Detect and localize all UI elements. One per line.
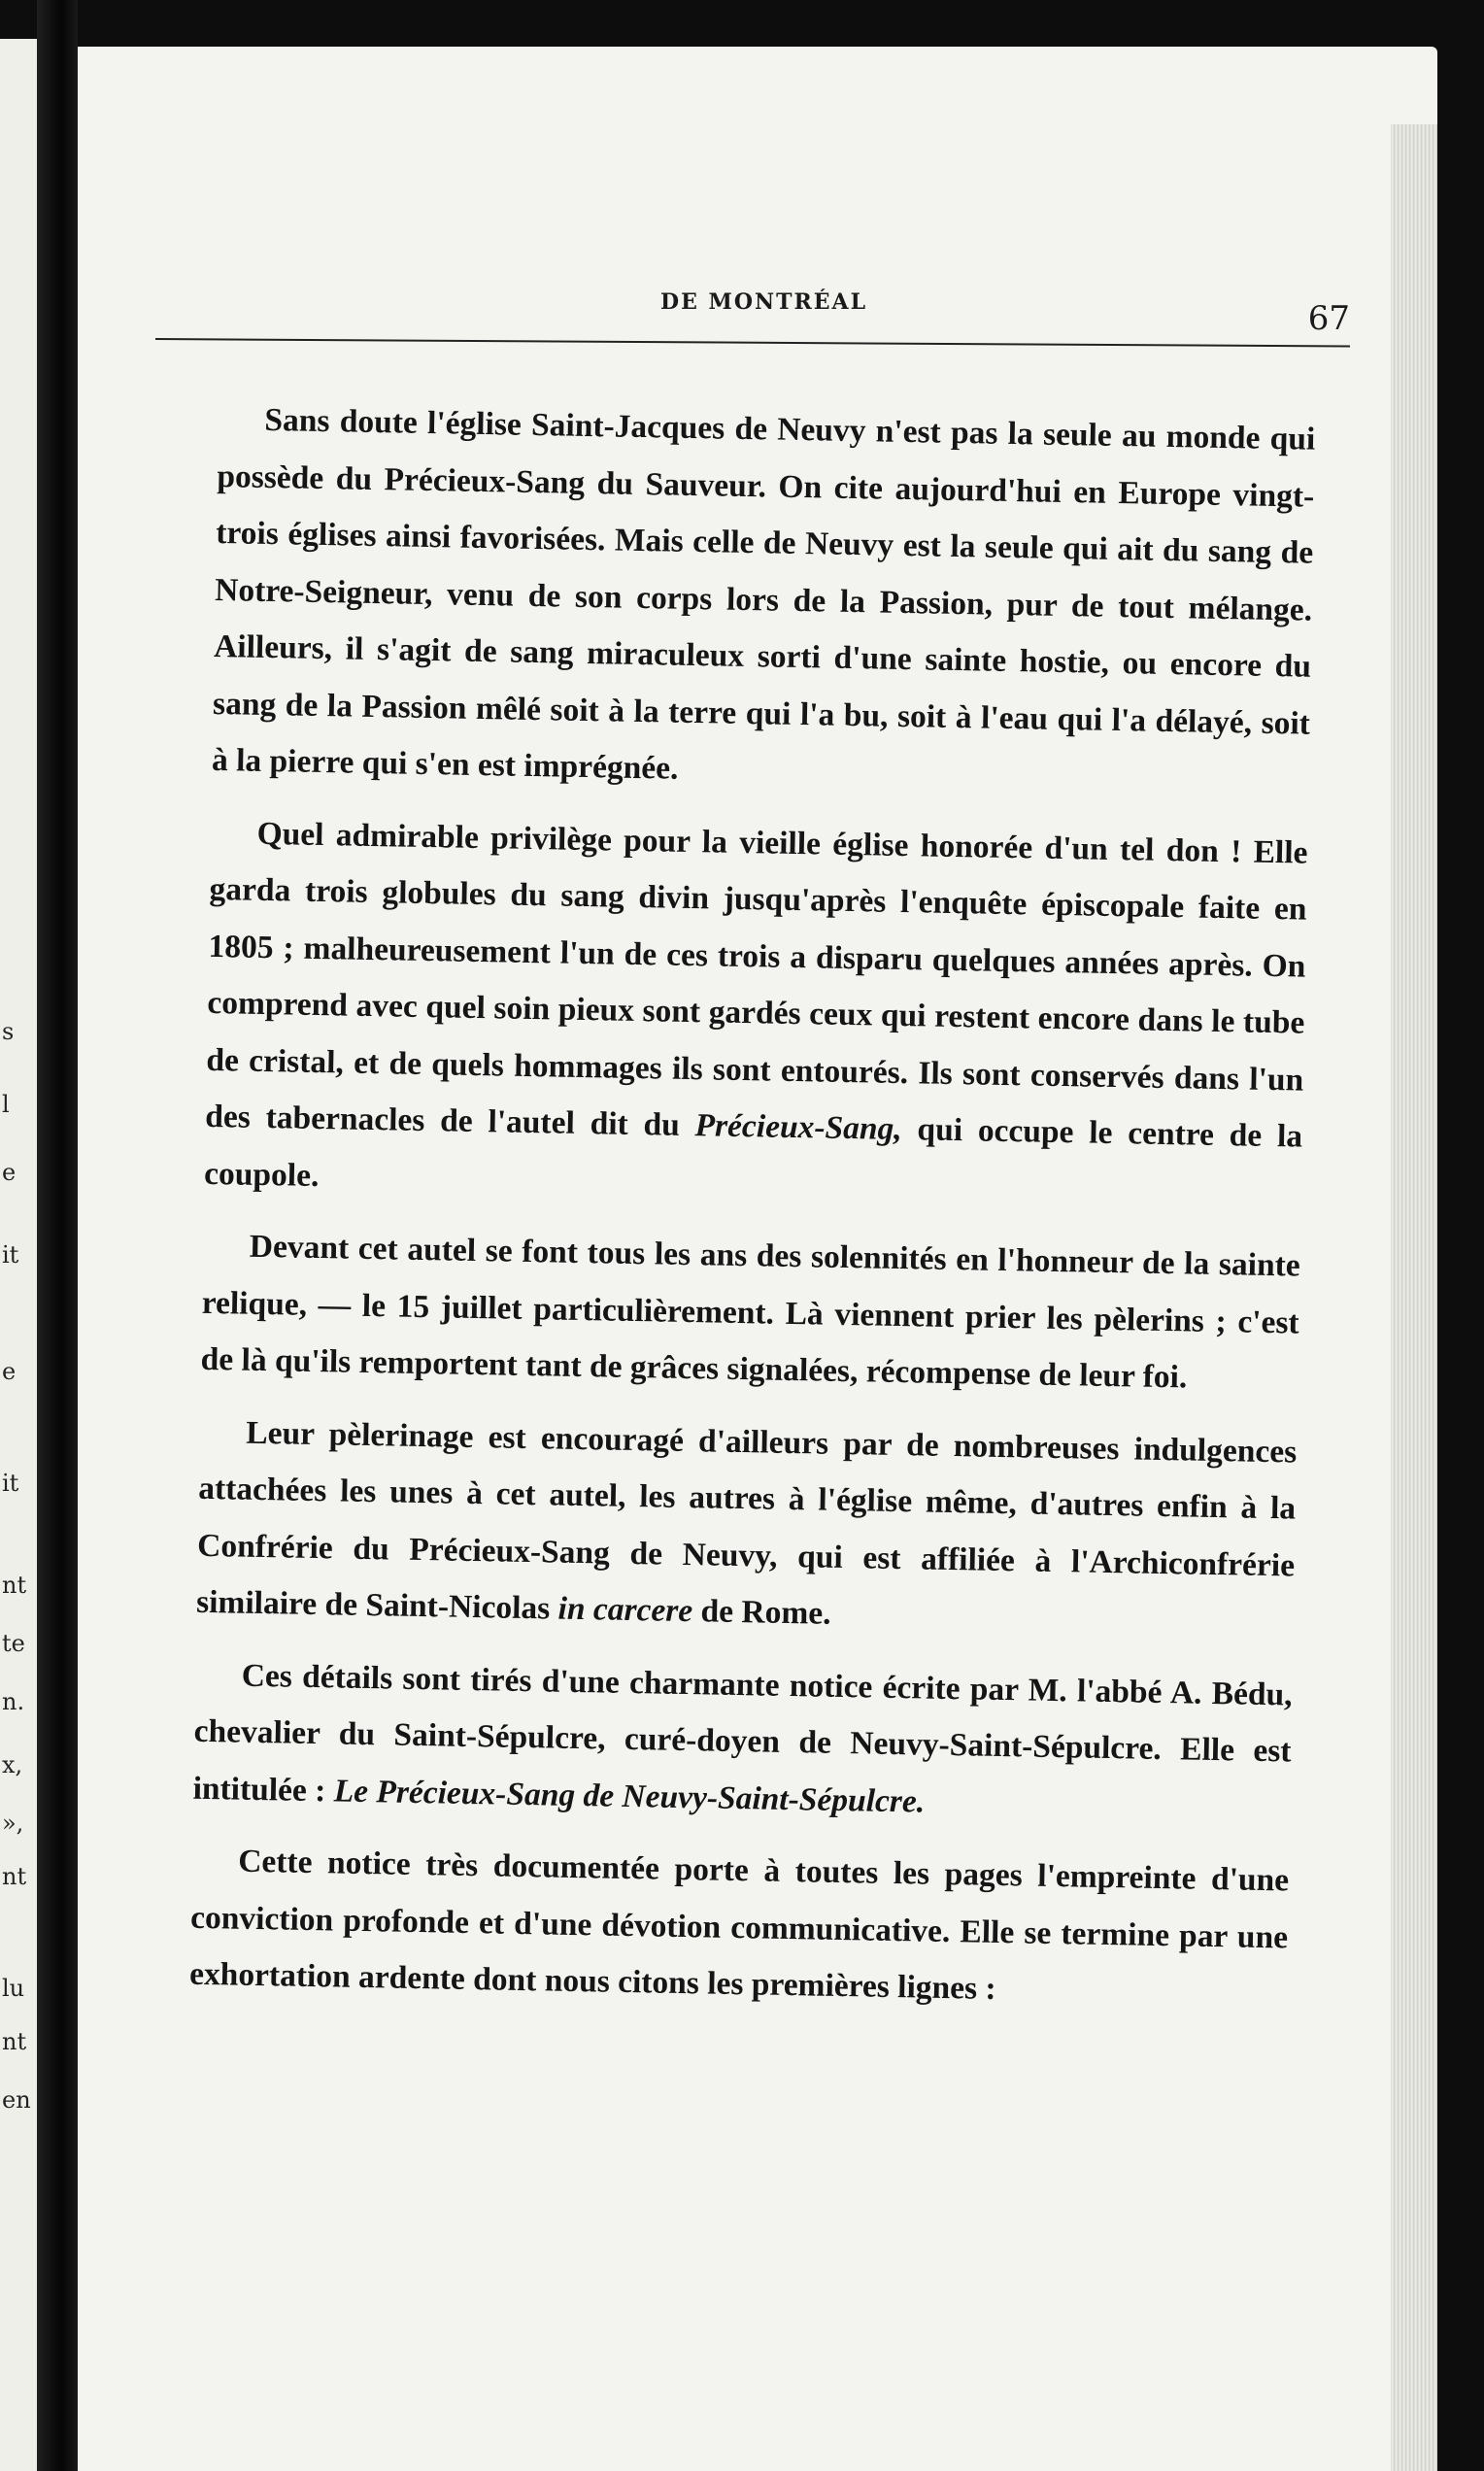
running-title: DE MONTRÉAL (660, 289, 868, 315)
body-text (188, 391, 1316, 2039)
paragraph (211, 391, 1315, 809)
italic-text: Précieux-Sang, (694, 1107, 903, 1148)
text-run: Quel admirable privilège pour la vieille église honorée d'un tel don ! Elle garda trois globules du sang divin jusqu'après l'enquête épiscopale faite en 1805 ; malheureusement l'un de ces trois a disparu quelques années après. On comprend avec quel soin pieux sont gardés ceux qui restent encore dans le tube de cristal, et de quels hommages ils sont entourés. Ils sont conservés dans l'un des tabernacles de l'autel dit du (204, 815, 1308, 1144)
left-page-fragment: n. (2, 1688, 25, 1715)
text-run: Devant cet autel se font tous les ans des solennités en l'honneur de la sainte relique, — le 15 juillet particulièrement. Là viennent prier les pèlerins ; c'est de là qu'ils remportent tant de grâces signalées, récompense de leur foi. (200, 1228, 1301, 1396)
left-page-fragment: l (2, 1091, 10, 1118)
paragraph (200, 1218, 1300, 1408)
paragraph (196, 1404, 1298, 1651)
text-run: Cette notice très documentée porte à toutes les pages l'empreinte d'une conviction profonde et d'une dévotion communicative. Elle se termine par une exhortation ardente dont nous citons les premières lignes : (188, 1843, 1290, 2007)
page-stack-edge (1391, 124, 1437, 2471)
left-page-fragment: te (2, 1630, 25, 1657)
left-page-fragment: nt (2, 2028, 27, 2055)
header-rule (155, 338, 1350, 348)
text-run: Leur pèlerinage est encouragé d'ailleurs par de nombreuses indulgences attachées les unes à cet autel, les autres à l'église même, d'autres enfin à la Confrérie du Précieux-Sang de Neuvy, qui est affiliée à l'Archiconfrérie similaire de Saint-Nicolas (195, 1414, 1298, 1627)
left-page-fragment: nt (2, 1572, 27, 1599)
left-page-fragment: nt (2, 1863, 27, 1890)
italic-text: Le Précieux-Sang de Neuvy-Saint-Sépulcre. (333, 1772, 926, 1820)
book-gutter (37, 0, 78, 2471)
left-page-fragment: », (2, 1810, 24, 1837)
left-page-fragment: s (2, 1018, 15, 1045)
text-run: Sans doute l'église Saint-Jacques de Neuvy n'est pas la seule au monde qui possède du Précieux-Sang du Sauveur. On cite aujourd'hui en Europe vingt-trois églises ainsi favorisées. Mais celle de Neuvy est la seule qui ait du sang de Notre-Seigneur, venu de son corps lors de la Passion, pur de tout mélange. Ailleurs, il s'agit de sang miraculeux sorti d'une sainte hostie, ou encore du sang de la Passion mêlé soit à la terre qui l'a bu, soit à l'eau qui l'a délayé, soit à la pierre qui s'en est imprégnée. (211, 401, 1316, 787)
text-run: Ces détails sont tirés d'une charmante notice écrite par M. l'abbé A. Bédu, chevalier du Saint-Sépulcre, curé-doyen de Neuvy-Saint-Sépulcre. Elle est intitulée : (192, 1657, 1293, 1809)
paragraph (204, 804, 1308, 1222)
italic-text: in carcere (557, 1590, 693, 1630)
previous-page-edge (0, 39, 37, 2471)
page-number: 67 (1307, 299, 1350, 338)
paragraph (189, 1833, 1290, 2023)
text-run: qui occupe le centre de la coupole. (203, 1111, 1303, 1194)
left-page-fragment: en (2, 2086, 31, 2114)
text-run: de Rome. (691, 1593, 831, 1632)
left-page-fragment: e (2, 1358, 17, 1385)
left-page-fragment: it (2, 1470, 19, 1497)
left-page-fragment: lu (2, 1975, 25, 2002)
left-page-fragment: x, (2, 1751, 23, 1778)
left-page-fragment: e (2, 1159, 17, 1186)
paragraph (192, 1646, 1293, 1837)
book-page (78, 47, 1437, 2471)
left-page-fragment: it (2, 1241, 19, 1269)
page-header (155, 241, 1350, 387)
